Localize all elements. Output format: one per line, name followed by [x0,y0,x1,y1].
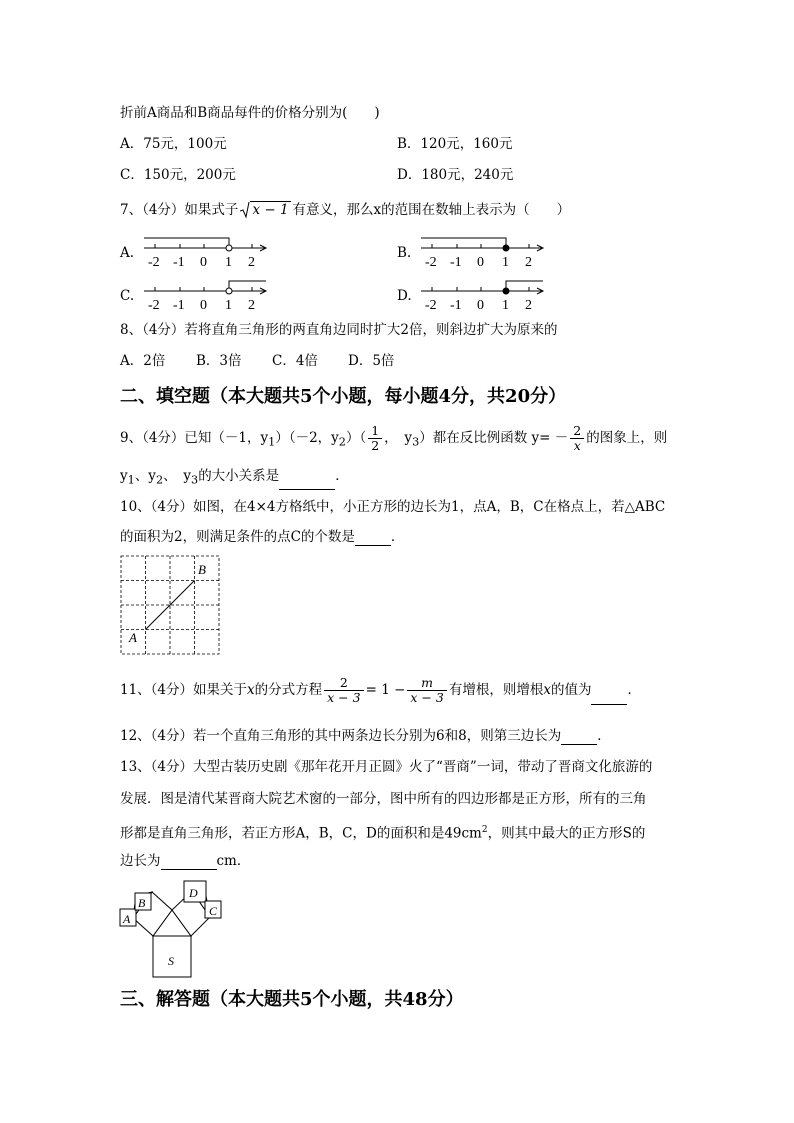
section-3-heading: 三、解答题（本大题共5个小题，共48分） [120,989,464,1010]
label-d: D [189,886,198,900]
q8-option-c: C．4倍 [272,353,318,369]
tick-label: -2 [425,298,437,313]
tick-label: -1 [450,255,462,270]
tick-label: 2 [248,255,255,270]
q7-stem [120,201,570,219]
q13-line2: 发展．图是清代某晋商大院艺术窗的一部分，图中所有的四边形都是正方形，所有的三角 [120,791,647,807]
number-line-d [417,277,547,313]
q7-label-a: A. [120,245,135,261]
q7-suffix: 有意义，那么x的范围在数轴上表示为（ ） [292,202,571,218]
q11-equals: = 1 − [365,682,406,698]
q7-label-d: D. [397,288,412,304]
q9-answer-blank[interactable] [279,475,335,490]
q9-text: 的图象上，则 [586,430,668,446]
label-c: C [209,904,218,918]
q13-line3: 形都是直角三角形，若正方形A，B，C，D的面积和是$49cm^2$，则其中最大的正方形S的 [120,825,646,842]
q13-answer-blank[interactable] [161,855,217,870]
tick-label: -1 [450,298,462,313]
tick-label: 1 [502,255,509,270]
q13-pythagoras-tree-figure [116,878,228,982]
q8-stem: 8、（4分）若将直角三角形的两直角边同时扩大2倍，则斜边扩大为原来的 [120,322,558,338]
q7-radical [240,201,290,219]
number-line-a [140,234,270,270]
q8-option-b: B．3倍 [196,353,242,369]
q8-option-d: D．5倍 [348,353,395,369]
q7-prefix: 7、（4分）如果式子 [120,202,239,218]
label-s: S [168,954,174,968]
q6-stem-tail: 折前A商品和B商品每件的价格分别为( ) [120,105,380,121]
q9-subscript: 3 [412,435,420,449]
tick-label: 0 [200,298,207,313]
q9-text: ）（－2，y [275,430,339,446]
tick-label: 0 [477,255,484,270]
q13-line4: 边长为 cm． [120,853,251,869]
radical-sign-icon [240,201,250,219]
q8-option-a: A．2倍 [120,353,166,369]
q13-line1: 13、（4分）大型古装历史剧《那年花开月正圆》火了“晋商”一词，带动了晋商文化旅游的 [120,759,653,775]
tick-label: -2 [148,298,160,313]
tick-label: 2 [525,298,532,313]
q10-stem-line2: 的面积为2，则满足条件的点C的个数是 ． [120,529,405,545]
tick-label: -1 [173,255,185,270]
tick-label: 2 [525,255,532,270]
q9-text: 9、（4分）已知（－1，y [120,430,269,446]
q12-answer-blank[interactable] [561,730,597,745]
number-line-c [140,277,270,313]
q6-option-c: C．150元，200元 [120,167,236,183]
q11-fraction-2: $\frac{m}{x - 3}$ [407,676,446,705]
q11-stem: 11、（4分）如果关于x的分式方程 $\frac{2}{x - 3}$ = 1 − $\frac{m}{x - 3}$ 有增根，则增根x的值为 ． [120,675,641,705]
q11-fraction-1: $\frac{2}{x - 3}$ [324,676,363,705]
q10-stem-line1: 10、（4分）如图，在4×4方格纸中，小正方形的边长为1，点A，B，C在格点上，若△ABC [120,499,666,515]
q9-text: ）都在反比例函数 y= － [419,430,569,446]
q9-fraction-half: $\frac{1}{2}$ [368,424,382,453]
q9-stem-line2: $y_1$、$y_2$、 $y_3$的大小关系是 ． [120,467,349,490]
q7-label-b: B. [397,245,412,261]
tick-label: 2 [248,298,255,313]
q6-option-a: A．75元，100元 [120,136,227,152]
point-label-a: A [129,630,137,645]
q9-fraction-2-over-x: $\frac{2}{x}$ [570,424,584,453]
tick-label: -2 [425,255,437,270]
label-b: B [138,896,146,910]
section-2-heading: 二、填空题（本大题共5个小题，每小题4分，共20分） [120,386,567,407]
tick-label: 1 [225,298,232,313]
q10-grid-figure [119,554,223,658]
tick-label: 1 [502,298,509,313]
tick-label: 1 [225,255,232,270]
q9-text: ）（ [345,430,367,446]
label-a: A [123,912,131,926]
q6-option-b: B．120元，160元 [397,136,513,152]
number-line-b [417,234,547,270]
q9-text: ， y [384,430,413,446]
q12-stem: 12、（4分）若一个直角三角形的其中两条边长分别为6和8，则第三边长为 ． [120,728,611,744]
q7-radicand: x − 1 [252,202,289,218]
q9-subscript: 1 [268,435,276,449]
point-label-b: B [198,562,206,577]
q9-subscript: 2 [338,435,346,449]
q10-answer-blank[interactable] [355,531,391,546]
q11-answer-blank[interactable] [591,690,627,705]
tick-label: -1 [173,298,185,313]
tick-label: 0 [477,298,484,313]
q9-stem-line1 [120,424,667,453]
q7-label-c: C. [120,288,135,304]
tick-label: -2 [148,255,160,270]
tick-label: 0 [200,255,207,270]
q6-option-d: D．180元，240元 [397,167,514,183]
